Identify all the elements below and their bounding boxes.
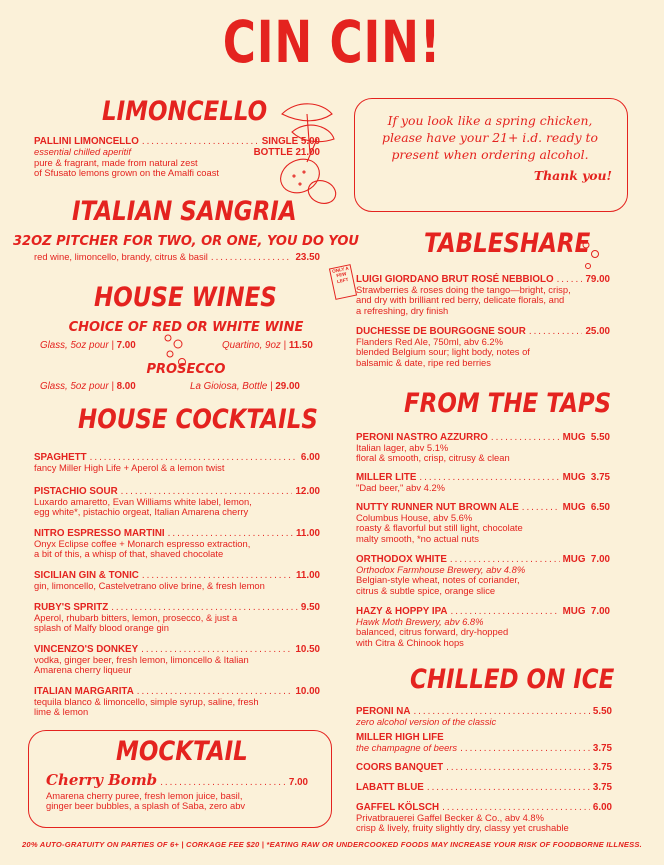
list-item: VINCENZO'S DONKEY ..... 10.50 vodka, ginger beer, fresh lemon, limoncello & Italian Amarena cherry liqueur	[34, 644, 320, 686]
sangria-item	[34, 252, 320, 263]
list-item: MILLER LITE ..... MUG 3.75 "Dad beer," abv 4.2%	[356, 472, 610, 502]
list-item: PERONI NASTRO AZZURRO ..... MUG 5.50 Italian lager, abv 5.1% floral & smooth, crisp, citrusy & clean	[356, 432, 610, 472]
mocktail-heading: MOCKTAIL	[116, 736, 248, 767]
item-price: 7.00	[288, 777, 308, 788]
list-item: LUIGI GIORDANO BRUT ROSÉ NEBBIOLO ..... 79.00 Strawberries & roses doing the tango—bright, crisp, and dry with brilliant red berry, delicate florals, and a refreshing, dry finish	[356, 274, 610, 326]
tableshare-heading: TABLESHARE	[424, 228, 591, 259]
list-item: GAFFEL KÖLSCH ..... 6.00 Privatbrauerei Gaffel Becker & Co., abv 4.8% crisp & lively, fruity slightly dry, classy yet crushable	[356, 802, 612, 834]
list-item: SICILIAN GIN & TONIC ..... 11.00 gin, limoncello, Castelvetrano olive brine, & fresh lemon	[34, 570, 320, 602]
item-description: pure & fragrant, made from natural zest	[34, 157, 198, 168]
wines-subheading: CHOICE OF RED OR WHITE WINE	[68, 320, 304, 335]
list-item: COORS BANQUET ..... 3.75	[356, 762, 612, 782]
id-notice: If you look like a spring chicken, please have your 21+ i.d. ready to present when ordering alcohol. Thank you!	[382, 113, 612, 183]
list-item: LABATT BLUE ..... 3.75	[356, 782, 612, 802]
item-name: Cherry Bomb	[46, 771, 158, 789]
item-subtitle: essential chilled aperitif	[34, 146, 131, 157]
list-item: DUCHESSE DE BOURGOGNE SOUR ..... 25.00 Flanders Red Ale, 750ml, abv 6.2% blended Belgium sour; light body, notes of balsamic & date, ripe red berries	[356, 326, 610, 368]
bubbles-icon	[580, 240, 604, 276]
item-price: SINGLE 5.00	[261, 136, 320, 147]
list-item: NITRO ESPRESSO MARTINI ..... 11.00 Onyx Eclipse coffee + Monarch espresso extraction, a bit of this, a whisp of that, shaved chocolate	[34, 528, 320, 570]
chilled-on-ice-heading: CHILLED ON ICE	[410, 664, 615, 695]
cocktails-list	[34, 452, 320, 722]
menu-title: CIN CIN!	[222, 8, 442, 76]
list-item: RUBY'S SPRITZ ..... 9.50 Aperol, rhubarb bitters, lemon, prosecco, & just a splash of Malfy blood orange gin	[34, 602, 320, 644]
item-description: of Sfusato lemons grown on the Amalfi coast	[34, 167, 219, 179]
wine-glass: Glass, 5oz pour | 7.00	[40, 340, 136, 351]
item-name: PALLINI LIMONCELLO	[34, 136, 139, 147]
list-item: ORTHODOX WHITE ..... MUG 7.00 Orthodox Farmhouse Brewery, abv 4.8% Belgian-style wheat, notes of coriander, citrus & subtle spice, orange slice	[356, 554, 610, 606]
house-wines-heading: HOUSE WINES	[94, 282, 277, 313]
taps-list	[356, 432, 610, 648]
limoncello-heading: LIMONCELLO	[102, 96, 268, 127]
list-item: PISTACHIO SOUR ..... 12.00 Luxardo amaretto, Evan Williams white label, lemon, egg white*, pistachio orgeat, Italian Amarena cherry	[34, 486, 320, 528]
item-price: 23.50	[295, 252, 320, 263]
footer-note: 20% AUTO-GRATUITY ON PARTIES OF 6+ | CORKAGE FEE $20 | *EATING RAW OR UNDERCOOKED FOODS MAY INCREASE YOUR RISK OF FOODBORNE ILLNESS.	[21, 840, 642, 849]
list-item: ITALIAN MARGARITA ..... 10.00 tequila blanco & limoncello, simple syrup, saline, fresh lime & lemon	[34, 686, 320, 722]
sangria-heading: ITALIAN SANGRIA	[72, 196, 297, 227]
prosecco-glass: Glass, 5oz pour | 8.00	[40, 381, 136, 392]
ice-list	[356, 706, 612, 834]
house-cocktails-heading: HOUSE COCKTAILS	[78, 404, 318, 435]
wine-quartino: Quartino, 9oz | 11.50	[222, 340, 313, 351]
sangria-subheading: 32OZ PITCHER FOR TWO, OR ONE, YOU DO YOU	[13, 234, 359, 249]
list-item: SPAGHETT ..... 6.00 fancy Miller High Life + Aperol & a lemon twist	[34, 452, 320, 486]
list-item: HAZY & HOPPY IPA ..... MUG 7.00 Hawk Moth Brewery, abv 6.8% balanced, citrus forward, dry-hopped with Citra & Chinook hops	[356, 606, 610, 648]
from-the-taps-heading: FROM THE TAPS	[404, 388, 612, 419]
list-item: PERONI NA ..... 5.50 zero alcohol version of the classic	[356, 706, 612, 732]
prosecco-subheading: PROSECCO	[146, 362, 226, 377]
item-description: red wine, limoncello, brandy, citrus & basil	[34, 251, 208, 262]
list-item: MILLER HIGH LIFE the champagne of beers ..... 3.75	[356, 732, 612, 762]
limited-badge: ONLY A FEW LEFT	[329, 264, 357, 300]
tableshare-list	[356, 274, 610, 368]
limoncello-item	[34, 136, 320, 179]
mocktail-item: Cherry Bomb ..... 7.00 Amarena cherry puree, fresh lemon juice, basil, ginger beer bubbles, a splash of Saba, zero abv	[46, 772, 308, 812]
prosecco-bottle: La Gioiosa, Bottle | 29.00	[190, 381, 300, 392]
item-price: BOTTLE 21.00	[253, 147, 320, 158]
list-item: NUTTY RUNNER NUT BROWN ALE ..... MUG 6.50 Columbus House, abv 5.6% roasty & flavorful but still light, chocolate malty smooth, *no actual nuts	[356, 502, 610, 554]
